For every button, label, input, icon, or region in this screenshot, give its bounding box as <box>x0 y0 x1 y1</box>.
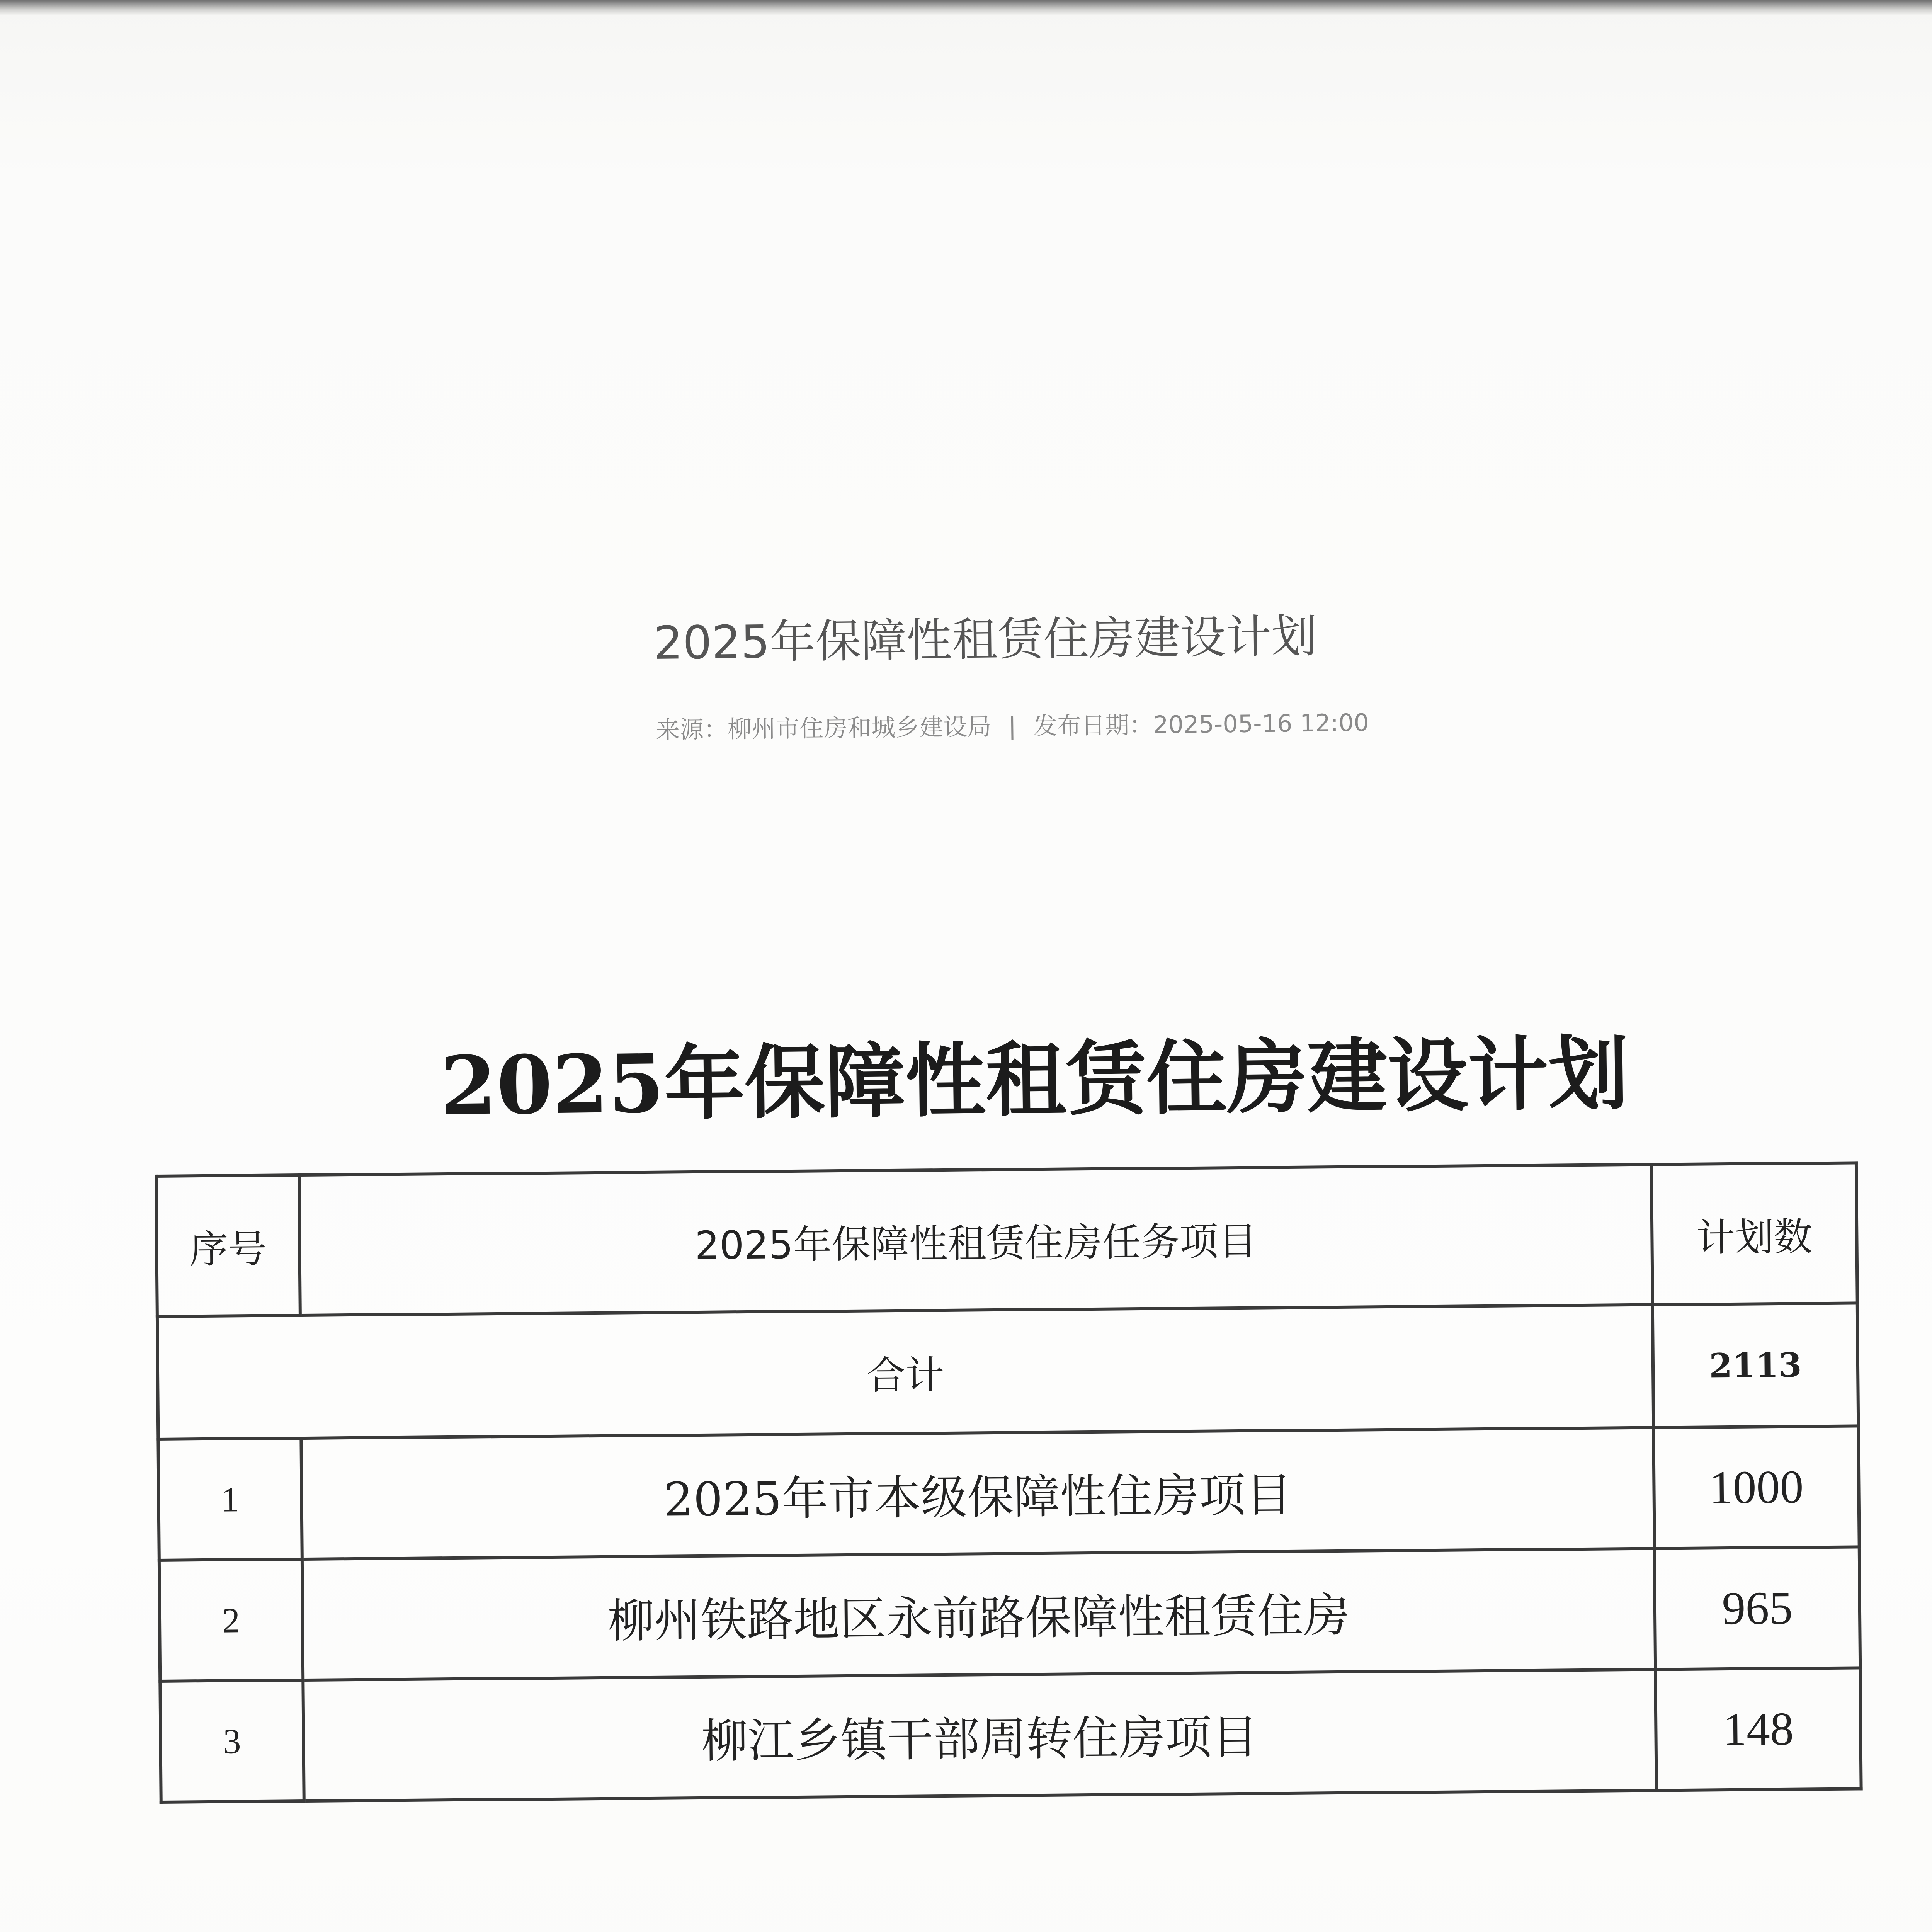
row-count: 965 <box>1655 1547 1860 1669</box>
row-seq: 1 <box>158 1438 302 1560</box>
row-count: 148 <box>1655 1668 1861 1790</box>
table-row <box>160 1668 1861 1802</box>
web-page-title: 2025年保障性租赁住房建设计划 <box>653 609 1317 670</box>
table-total-row <box>157 1303 1858 1439</box>
table-header-row <box>156 1163 1857 1316</box>
source-name: 柳州市住房和城乡建设局 <box>727 712 992 743</box>
total-label: 合计 <box>157 1305 1653 1439</box>
meta-separator: | <box>1008 712 1017 741</box>
total-value: 2113 <box>1653 1303 1858 1427</box>
row-count: 1000 <box>1653 1426 1859 1548</box>
document-title: 2025年保障性租赁住房建设计划 <box>440 1026 1629 1134</box>
row-seq: 2 <box>159 1559 303 1681</box>
paper-top-edge <box>0 0 1932 15</box>
publish-date: 2025-05-16 12:00 <box>1153 708 1369 739</box>
table-row <box>158 1426 1859 1560</box>
row-project: 柳江乡镇干部周转住房项目 <box>303 1670 1656 1801</box>
row-project: 柳州铁路地区永前路保障性租赁住房 <box>302 1549 1655 1680</box>
plan-table <box>155 1161 1863 1804</box>
source-label: 来源： <box>655 715 728 744</box>
date-label: 发布日期： <box>1033 711 1153 740</box>
header-project: 2025年保障性租赁住房任务项目 <box>299 1165 1653 1315</box>
header-seq: 序号 <box>156 1175 300 1316</box>
row-project: 2025年市本级保障性住房项目 <box>301 1428 1654 1559</box>
header-count: 计划数 <box>1651 1163 1857 1304</box>
table-row <box>159 1547 1860 1681</box>
row-seq: 3 <box>160 1680 304 1802</box>
web-page-meta <box>603 703 1422 746</box>
